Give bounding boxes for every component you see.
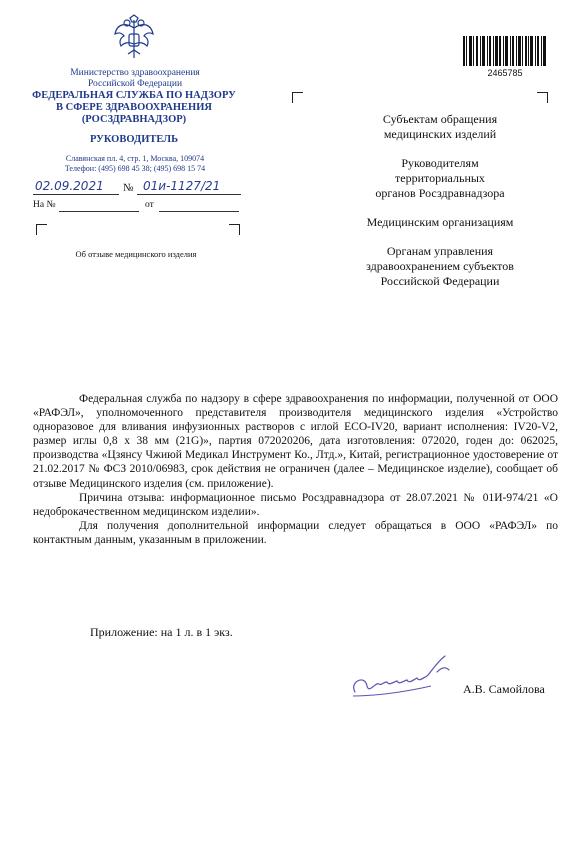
- in-reply-no-label: На №: [33, 200, 56, 210]
- addressee-line: Субъектам обращения: [382, 112, 498, 126]
- ministry-name: [40, 68, 230, 89]
- number-underline: [137, 194, 241, 195]
- addressee-line: территориальных: [395, 171, 485, 185]
- agency-line: ФЕДЕРАЛЬНАЯ СЛУЖБА ПО НАДЗОРУ: [32, 90, 236, 101]
- coat-of-arms-emblem: [113, 14, 155, 64]
- bracket-top-left: [36, 224, 47, 235]
- addressee-line: Органам управления: [386, 244, 494, 258]
- in-reply-from-label: от: [145, 200, 154, 210]
- addressee-group: [320, 156, 560, 201]
- appendix-note: Приложение: на 1 л. в 1 экз.: [90, 625, 233, 639]
- ministry-line: Министерство здравоохранения: [70, 68, 200, 78]
- address-bracket-right: [537, 92, 548, 103]
- date-underline: [33, 194, 119, 195]
- in-reply-from-underline: [159, 211, 239, 212]
- addressee-group: [320, 215, 560, 230]
- registration-line: [33, 180, 243, 196]
- addressee-group: [320, 112, 560, 142]
- body-paragraph: Федеральная служба по надзору в сфере здравоохранения по информации, полученной от ООО «РАФЭЛ», уполномоченного представителя производителя медицинского изделия «Устройство одноразовое для вливания инфузионных растворов с иглой ECO-IV20, вариант исполнения: IV20-V2, размер иглы 0,8 x 38 мм (21G)», партия 072020206, дата изготовления: 072020, годен до: 062025, производства «Цзянсу Чжиюй Медикал Инструмент Ко., Лтд.», Китай, регистрационное удостоверение от 21.02.2017 № ФСЗ 2010/06983, срок действия не ограничен (далее – Медицинское изделие), сообщает об отзыве Медицинского изделия (см. приложение).: [33, 393, 558, 490]
- addressee-line: Российской Федерации: [380, 274, 500, 288]
- registration-date: 02.09.2021: [35, 179, 104, 193]
- body-paragraph: Причина отзыва: информационное письмо Росздравнадзора от 28.07.2021 № 01И-974/21 «О недоброкачественном медицинском изделии».: [33, 491, 558, 518]
- agency-name: [25, 90, 243, 126]
- barcode-number: 2465785: [487, 68, 523, 78]
- barcode: [462, 36, 548, 66]
- letter-subject: Об отзыве медицинского изделия: [75, 249, 197, 259]
- registration-number: 01и-1127/21: [143, 179, 221, 193]
- letter-body: [33, 392, 558, 547]
- addressee-group: [320, 244, 560, 289]
- agency-line: В СФЕРЕ ЗДРАВООХРАНЕНИЯ: [56, 102, 212, 113]
- phone-line: Телефон: (495) 698 45 38; (495) 698 15 74: [64, 164, 206, 173]
- addressee-line: медицинских изделий: [383, 127, 497, 141]
- address-bracket-left: [292, 92, 303, 103]
- addressee-line: органов Росздравнадзора: [375, 186, 505, 200]
- handwritten-signature: [345, 652, 465, 700]
- addressee-line: Медицинским организациям: [366, 215, 514, 229]
- addressee-block: [320, 112, 560, 303]
- body-paragraph: Для получения дополнительной информации следует обращаться в ООО «РАФЭЛ» по контактным данным, указанным в приложении.: [33, 519, 558, 546]
- head-title: РУКОВОДИТЕЛЬ: [89, 134, 179, 145]
- number-label: №: [123, 182, 134, 194]
- agency-address: [40, 154, 230, 174]
- signer-name: А.В. Самойлова: [463, 682, 545, 696]
- in-reply-line: [33, 200, 243, 214]
- addressee-line: Руководителям: [401, 156, 479, 170]
- address-line: Славянская пл. 4, стр. 1, Москва, 109074: [65, 154, 205, 163]
- agency-line: (РОСЗДРАВНАДЗОР): [81, 114, 187, 125]
- ministry-line: Российской Федерации: [87, 78, 183, 89]
- addressee-line: здравоохранением субъектов: [366, 259, 514, 273]
- bracket-top-right: [229, 224, 240, 235]
- in-reply-no-underline: [59, 211, 139, 212]
